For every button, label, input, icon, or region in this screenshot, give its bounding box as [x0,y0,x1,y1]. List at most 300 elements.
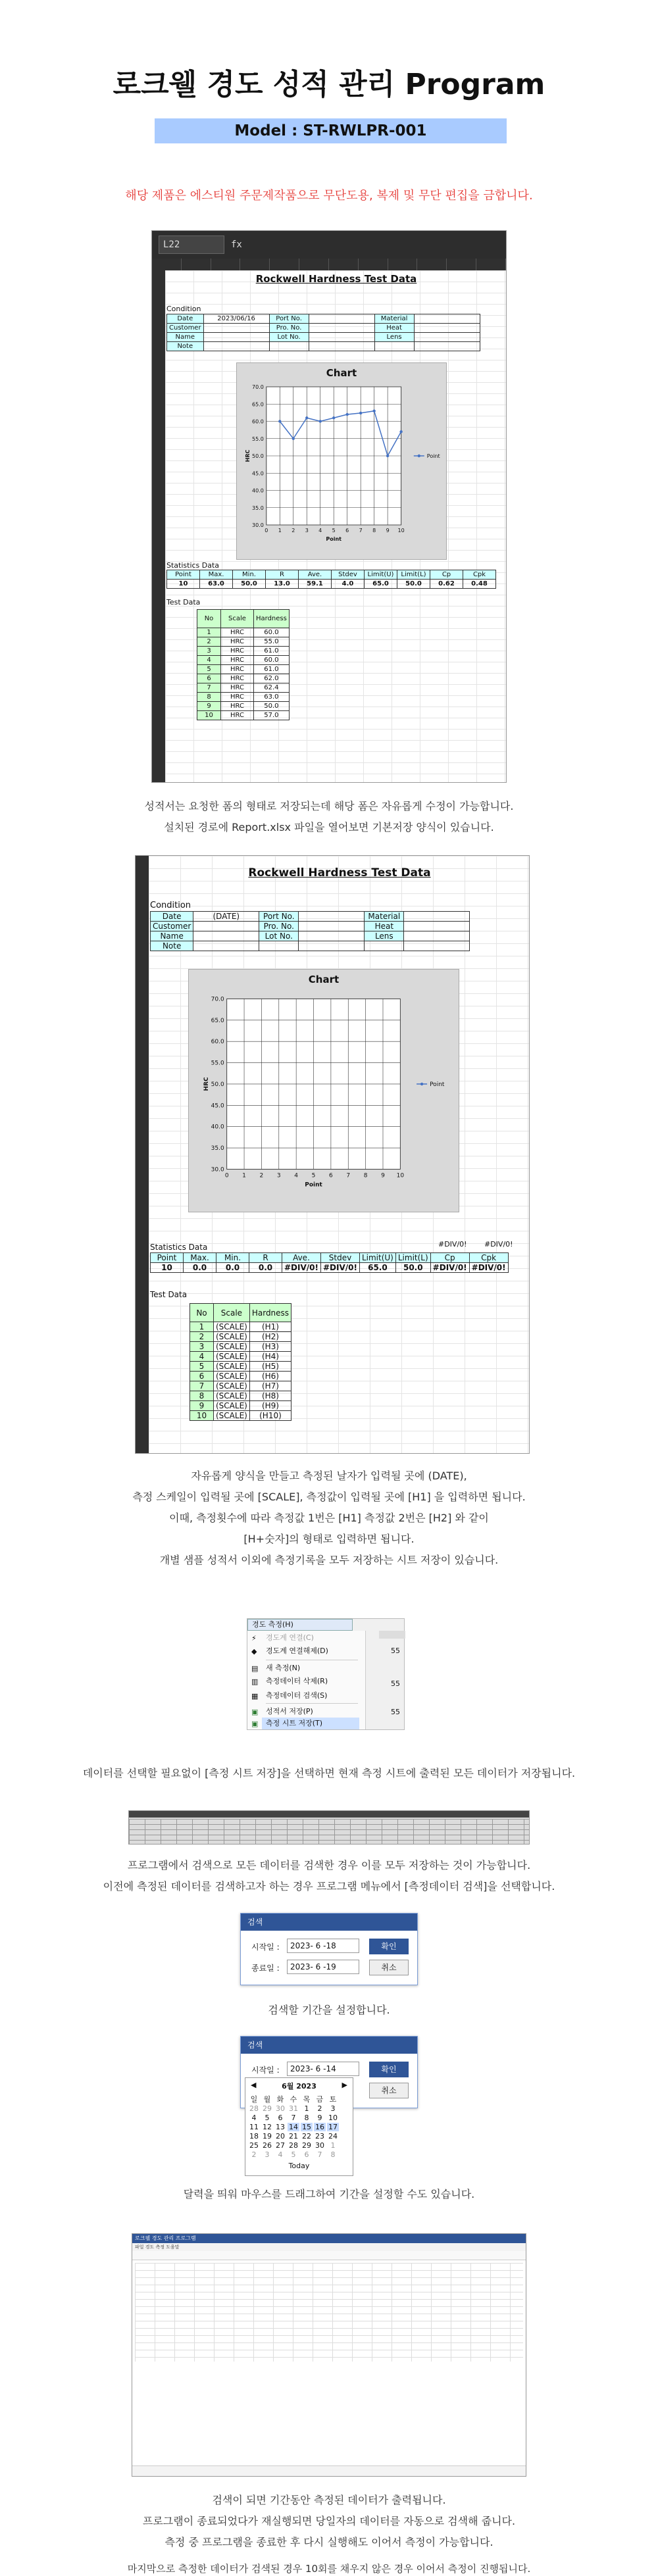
x-tick-label: 4 [318,528,322,533]
stats-value-cell: 63.0 [200,580,233,589]
stats-header-cell: Min. [233,570,266,580]
stats-label: Statistics Data [166,561,220,570]
test-cell: 4 [197,656,221,665]
test-header-cell: Scale [221,610,254,628]
test-cell: (H6) [249,1372,291,1381]
test-cell: HRC [221,665,254,674]
weekday-label: 화 [276,2095,284,2104]
condition-cell [193,941,259,951]
description-7: 검색이 되면 기간동안 측정된 데이터가 출력됩니다. 프로그램이 종료되었다가 재실행되면 당일자의 데이터를 자동으로 검색해 줍니다. 측정 중 프로그램을 종료한 후 다시 실행해도 이어서 측정이 가능합니다. [142,2494,516,2548]
stats-value-cell: 0.48 [463,580,496,589]
test-cell: HRC [221,683,254,693]
data-point [386,455,389,457]
calendar-day[interactable]: 26 [263,2141,272,2150]
y-tick-label: 30.0 [211,1166,224,1174]
data-grid [135,2263,523,2362]
condition-label: Condition [150,901,191,910]
menu-header[interactable]: 경도 측정(H) [247,1619,353,1631]
calendar-day[interactable]: 18 [249,2132,259,2141]
stats-header-cell: Max. [184,1253,216,1263]
condition-cell: Customer [151,922,193,931]
calendar-day[interactable]: 17 [328,2123,338,2131]
side-value: 55 [391,1647,400,1655]
test-cell: (H10) [249,1411,291,1421]
legend-marker [418,455,420,457]
div-error-1: #DIV/0! [438,1240,467,1249]
calendar-day[interactable]: 12 [263,2123,272,2131]
condition-cell [309,324,374,333]
x-tick-label: 3 [276,1172,281,1179]
calendar-day[interactable]: 28 [289,2141,298,2150]
condition-cell [404,922,470,931]
test-cell: 1 [190,1322,214,1332]
calendar-day[interactable]: 22 [302,2132,311,2141]
calendar-day[interactable]: 19 [263,2132,272,2141]
data-point [345,413,348,416]
search-icon: ▦ [251,1692,259,1700]
stats-header-cell: Point [167,570,200,580]
test-table [190,1303,291,1421]
stats-value-cell: #DIV/0! [469,1263,508,1273]
test-cell: (SCALE) [214,1342,250,1352]
condition-cell [404,912,470,922]
test-cell: 2 [197,637,221,647]
y-tick-label: 45.0 [211,1102,224,1110]
condition-cell: Name [151,931,193,941]
test-cell: (H1) [249,1322,291,1332]
test-cell: HRC [221,656,254,665]
calendar-day[interactable]: 27 [276,2141,285,2150]
disconnect-icon: ◆ [251,1647,257,1656]
stats-header-cell: Min. [216,1253,249,1263]
test-cell: (SCALE) [214,1352,250,1362]
y-tick-label: 35.0 [211,1145,224,1152]
chart-title: Chart [326,367,357,379]
excel-icon: ▣ [251,1708,259,1716]
calendar-day[interactable]: 8 [330,2150,336,2159]
test-header-cell: No [197,610,221,628]
test-cell: 62.4 [254,683,290,693]
test-cell: 62.0 [254,674,290,683]
x-tick-label: 10 [397,528,405,533]
y-tick-label: 60.0 [251,418,264,425]
stats-value-cell: #DIV/0! [430,1263,469,1273]
test-cell: 5 [190,1362,214,1372]
y-tick-label: 65.0 [251,401,264,408]
condition-cell: Heat [365,922,404,931]
x-tick-label: 10 [396,1172,405,1179]
condition-cell: 2023/06/16 [203,314,269,324]
condition-row [167,342,480,351]
menu-item-connect[interactable]: 경도계 연결(C) [266,1633,314,1642]
calendar-day[interactable]: 25 [249,2141,259,2150]
calendar-day[interactable]: 7 [317,2150,322,2159]
test-cell: HRC [221,628,254,637]
description-2: 자유롭게 양식을 만들고 측정된 날자가 입력될 곳에 (DATE), 측정 스케일이 입력될 곳에 [SCALE], 측정값이 입력될 곳에 [H1] 을 입력하면 됩니다. 이때, 측정횟수에 따라 측정값 1번은 [H1] 측정값 2번은 [H2] 와 같이 [H+숫자]의 형태로 입력하면 됩니다. 개별 샘플 성적서 이외에 측정기록을 모두 저장하는 시트 저장이 있습니다. [132,1470,526,1566]
x-tick-label: 4 [294,1172,299,1179]
calendar-day[interactable]: 21 [289,2132,298,2141]
stats-value-cell: 0.0 [184,1263,216,1273]
description-6: 달력을 띄워 마우스를 드래그하여 기간을 설정할 수도 있습니다. [183,2188,475,2200]
description-1: 성적서는 요청한 폼의 형태로 저장되는데 해당 폼은 자유롭게 수정이 가능합니다. 설치된 경로에 Report.xlsx 파일을 열어보면 기본저장 양식이 있습니다. [144,800,514,833]
condition-cell [299,931,365,941]
test-cell: 61.0 [254,647,290,656]
stats-value-cell: 50.0 [395,1263,430,1273]
y-axis-label: HRC [203,1077,210,1091]
condition-cell [299,941,365,951]
menu-item-delete[interactable]: 측정데이터 삭제(R) [266,1677,328,1685]
name-box[interactable]: L22 [159,235,224,254]
cancel-button[interactable]: 취소 [369,1960,409,1975]
condition-cell: Material [374,314,414,324]
condition-label: Condition [166,305,201,313]
test-cell: (SCALE) [214,1381,250,1391]
condition-row [151,922,470,931]
start-label: 시작일 : [251,2066,280,2075]
condition-cell: Pro. No. [269,324,309,333]
y-tick-label: 50.0 [251,453,264,459]
condition-cell [309,342,374,351]
y-tick-label: 70.0 [251,384,264,390]
stats-value-cell: 4.0 [332,580,365,589]
connect-icon: ⚡ [251,1634,257,1643]
today-button[interactable]: Today [288,2162,310,2170]
menu-item-save-sheet[interactable]: 측정 시트 저장(T) [262,1718,359,1729]
condition-row [167,324,480,333]
dialog-title: 검색 [241,1914,417,1931]
test-cell: 61.0 [254,665,290,674]
stats-value-cell: 50.0 [397,580,430,589]
test-cell: 63.0 [254,693,290,702]
test-cell: HRC [221,637,254,647]
stats-value-cell: 59.1 [299,580,332,589]
condition-cell: Port No. [259,912,299,922]
calendar-day[interactable]: 28 [249,2104,259,2113]
prev-month-icon[interactable]: ◀ [251,2081,257,2089]
condition-cell [374,342,414,351]
condition-cell: Note [167,342,204,351]
weekday-label: 일 [250,2095,258,2104]
test-cell: (H2) [249,1332,291,1342]
data-point [292,437,295,440]
x-tick-label: 7 [359,528,363,533]
calendar-day[interactable]: 24 [328,2132,338,2141]
calendar-day[interactable]: 15 [302,2123,311,2131]
test-table [197,609,290,720]
condition-cell [404,941,470,951]
calendar-day[interactable]: 6 [278,2114,283,2122]
description-5: 검색할 기간을 설정합니다. [268,2004,390,2016]
test-header-cell: Scale [214,1304,250,1322]
end-date-input[interactable]: 2023- 6 -19 [287,1960,359,1974]
test-cell: (SCALE) [214,1391,250,1401]
condition-cell [365,941,404,951]
calendar-header [248,2081,350,2091]
weekday-row [248,2094,350,2104]
calendar-day[interactable]: 5 [291,2150,296,2159]
weekday-label: 월 [263,2095,271,2104]
row-header [136,856,149,1453]
x-tick-label: 7 [346,1172,351,1179]
x-axis-label: Point [326,536,342,542]
y-tick-label: 40.0 [251,487,264,494]
next-month-icon[interactable]: ▶ [342,2081,347,2089]
calendar-day[interactable]: 20 [276,2132,285,2141]
test-cell: HRC [221,693,254,702]
condition-cell [309,314,374,324]
condition-cell: Lot No. [269,333,309,342]
condition-cell [259,941,299,951]
data-point [359,412,362,414]
condition-cell: (DATE) [193,912,259,922]
test-cell: 8 [197,693,221,702]
stats-header-cell: Max. [200,570,233,580]
stats-value-cell: 50.0 [233,580,266,589]
calendar-day[interactable]: 10 [328,2114,338,2122]
condition-cell: Lens [365,931,404,941]
app-menubar[interactable]: 파일 경도 측정 도움말 [132,2243,526,2251]
chart-area [236,362,447,560]
sheet-title: Rockwell Hardness Test Data [248,866,431,879]
calendar-day[interactable]: 14 [289,2123,298,2131]
menu-item-search[interactable]: 측정데이터 검색(S) [266,1691,328,1700]
stats-value-cell: 65.0 [359,1263,395,1273]
test-cell: HRC [221,711,254,720]
sheet-area [165,270,506,782]
x-tick-label: 6 [329,1172,333,1179]
test-cell: (H8) [249,1391,291,1401]
test-cell: 57.0 [254,711,290,720]
legend-marker [420,1083,423,1085]
condition-cell: Note [151,941,193,951]
stats-header-cell: Cpk [469,1253,508,1263]
x-tick-label: 2 [259,1172,264,1179]
excel-screenshot-2 [135,855,530,1454]
calendar-day[interactable]: 11 [249,2123,259,2131]
cancel-button[interactable]: 취소 [369,2083,409,2098]
calendar-day[interactable]: 8 [304,2114,309,2122]
test-cell: 5 [197,665,221,674]
data-point [319,420,322,422]
calendar-month[interactable]: 6월 2023 [282,2082,316,2091]
calendar-days [248,2104,350,2159]
stats-header-cell: Ave. [299,570,332,580]
menu-item-save-report[interactable]: 성적서 저장(P) [266,1707,313,1716]
x-tick-label: 8 [363,1172,368,1179]
condition-cell: Name [167,333,204,342]
stats-label: Statistics Data [150,1243,208,1252]
y-tick-label: 60.0 [211,1039,224,1046]
stats-value-cell: 10 [167,580,200,589]
calendar-day[interactable]: 29 [263,2104,272,2113]
calendar-day[interactable]: 23 [315,2132,324,2141]
weekday-label: 토 [329,2095,337,2104]
calendar-day[interactable]: 3 [330,2104,336,2113]
condition-cell [193,931,259,941]
menu-item-new[interactable]: 새 측정(N) [266,1664,301,1672]
stats-header-cell: Limit(L) [395,1253,430,1263]
stats-header-cell: Cp [430,570,463,580]
test-label: Test Data [166,598,201,607]
condition-cell: Port No. [269,314,309,324]
menu-item-disconnect[interactable]: 경도계 연결해제(D) [266,1647,328,1655]
condition-table [166,314,480,351]
x-tick-label: 6 [345,528,349,533]
side-header [379,1631,405,1639]
condition-cell [414,314,480,324]
data-point [372,410,375,412]
search-dialog [240,1913,418,1985]
test-cell: (SCALE) [214,1372,250,1381]
dialog-title: 검색 [241,2037,417,2054]
test-cell: (SCALE) [214,1411,250,1421]
excel-screenshot-1 [151,230,507,783]
row-header [152,270,165,782]
x-tick-label: 9 [386,528,390,533]
condition-row [167,333,480,342]
test-cell: 4 [190,1352,214,1362]
condition-row [151,941,470,951]
fx-icon: fx [231,239,242,250]
calendar-day[interactable]: 4 [251,2114,257,2122]
test-cell: HRC [221,674,254,683]
condition-cell: Material [365,912,404,922]
calendar-day[interactable]: 9 [317,2114,322,2122]
calendar-day[interactable]: 4 [278,2150,283,2159]
saved-sheet-preview [128,1810,530,1845]
x-tick-label: 2 [291,528,295,533]
test-cell: 9 [190,1401,214,1411]
calendar-day[interactable]: 5 [265,2114,270,2122]
test-cell: 50.0 [254,702,290,711]
end-label: 종료일 : [251,1964,280,1973]
test-cell: 3 [190,1342,214,1352]
model-banner: Model : ST-RWLPR-001 [155,118,507,143]
calendar-day[interactable]: 13 [276,2123,285,2131]
test-cell: 7 [190,1381,214,1391]
calendar-day[interactable]: 1 [330,2141,336,2150]
stats-value-cell: 0.62 [430,580,463,589]
calendar-day[interactable]: 3 [265,2150,270,2159]
calendar-day[interactable]: 29 [302,2141,311,2150]
line-chart [237,363,447,560]
stats-header-cell: R [249,1253,282,1263]
stats-value-cell: 0.0 [249,1263,282,1273]
condition-row [167,314,480,324]
test-cell: 55.0 [254,637,290,647]
y-tick-label: 65.0 [211,1017,224,1024]
sheet-area [149,856,529,1453]
calendar-day[interactable]: 6 [304,2150,309,2159]
weekday-label: 목 [303,2095,311,2104]
condition-row [151,931,470,941]
stats-header-cell: Stdev [320,1253,359,1263]
ok-button[interactable]: 확인 [369,2062,409,2077]
chart-title: Chart [308,974,340,985]
start-date-input[interactable]: 2023- 6 -18 [287,1939,359,1953]
stats-header-cell: Stdev [332,570,365,580]
test-cell: (SCALE) [214,1332,250,1342]
stats-table [166,570,496,589]
condition-cell [193,922,259,931]
stats-header-cell: Limit(U) [365,570,397,580]
condition-cell [404,931,470,941]
calendar-day[interactable]: 30 [276,2104,285,2113]
weekday-label: 금 [316,2095,324,2104]
calendar-day[interactable]: 1 [304,2104,309,2113]
calendar-day[interactable]: 7 [291,2114,296,2122]
stats-header-cell: Point [151,1253,184,1263]
stats-header-cell: R [266,570,299,580]
calendar-day[interactable]: 2 [317,2104,322,2113]
condition-row [151,912,470,922]
app-toolbar [132,2251,526,2260]
app-screenshot [132,2233,526,2477]
column-header [152,259,506,270]
sheet-header-bar [129,1811,529,1818]
description-3: 데이터를 선택할 필요없이 [측정 시트 저장]을 선택하면 현재 측정 시트에 출력된 모든 데이터가 저장됩니다. [82,1767,576,1779]
stats-value-cell: 65.0 [365,580,397,589]
description-8: 마지막으로 측정한 데이터가 검색된 경우 10회를 채우지 않은 경우 이어서 측정이 진행됩니다. [127,2563,531,2575]
y-tick-label: 55.0 [251,435,264,442]
x-tick-label: 9 [381,1172,385,1179]
calendar-day[interactable]: 2 [251,2150,257,2159]
condition-cell [203,333,269,342]
condition-cell: Heat [374,324,414,333]
y-axis-label: HRC [245,449,251,462]
test-cell: (H4) [249,1352,291,1362]
test-cell: 10 [197,711,221,720]
y-tick-label: 35.0 [251,505,264,511]
test-cell: 6 [190,1372,214,1381]
condition-cell: Customer [167,324,204,333]
sheet-title: Rockwell Hardness Test Data [255,273,417,285]
stats-value-cell: 10 [151,1263,184,1273]
test-cell: (H5) [249,1362,291,1372]
test-cell: 3 [197,647,221,656]
calendar-day[interactable]: 30 [315,2141,324,2150]
condition-table [150,911,470,951]
start-date-input[interactable]: 2023- 6 -14 [287,2062,359,2076]
test-header-cell: No [190,1304,214,1322]
test-cell: 7 [197,683,221,693]
x-tick-label: 5 [311,1172,316,1179]
ok-button[interactable]: 확인 [369,1939,409,1954]
x-axis-label: Point [305,1181,322,1189]
condition-cell [414,324,480,333]
app-statusbar [132,2465,526,2476]
delete-icon: ▥ [251,1677,259,1686]
stats-value-cell: #DIV/0! [320,1263,359,1273]
y-tick-label: 45.0 [251,470,264,477]
calendar-day[interactable]: 31 [289,2104,298,2113]
calendar-popup [245,2077,353,2176]
y-tick-label: 50.0 [211,1081,224,1088]
test-cell: 60.0 [254,628,290,637]
data-point [278,420,281,422]
stats-header-cell: Limit(U) [359,1253,395,1263]
stats-header-cell: Limit(L) [397,570,430,580]
x-tick-label: 3 [305,528,309,533]
condition-cell [414,342,480,351]
side-value: 55 [391,1708,400,1716]
calendar-day[interactable]: 16 [315,2123,324,2131]
y-tick-label: 30.0 [251,522,264,528]
data-point [305,416,308,419]
test-cell: 6 [197,674,221,683]
test-cell: (H9) [249,1401,291,1411]
test-header-cell: Hardness [254,610,290,628]
